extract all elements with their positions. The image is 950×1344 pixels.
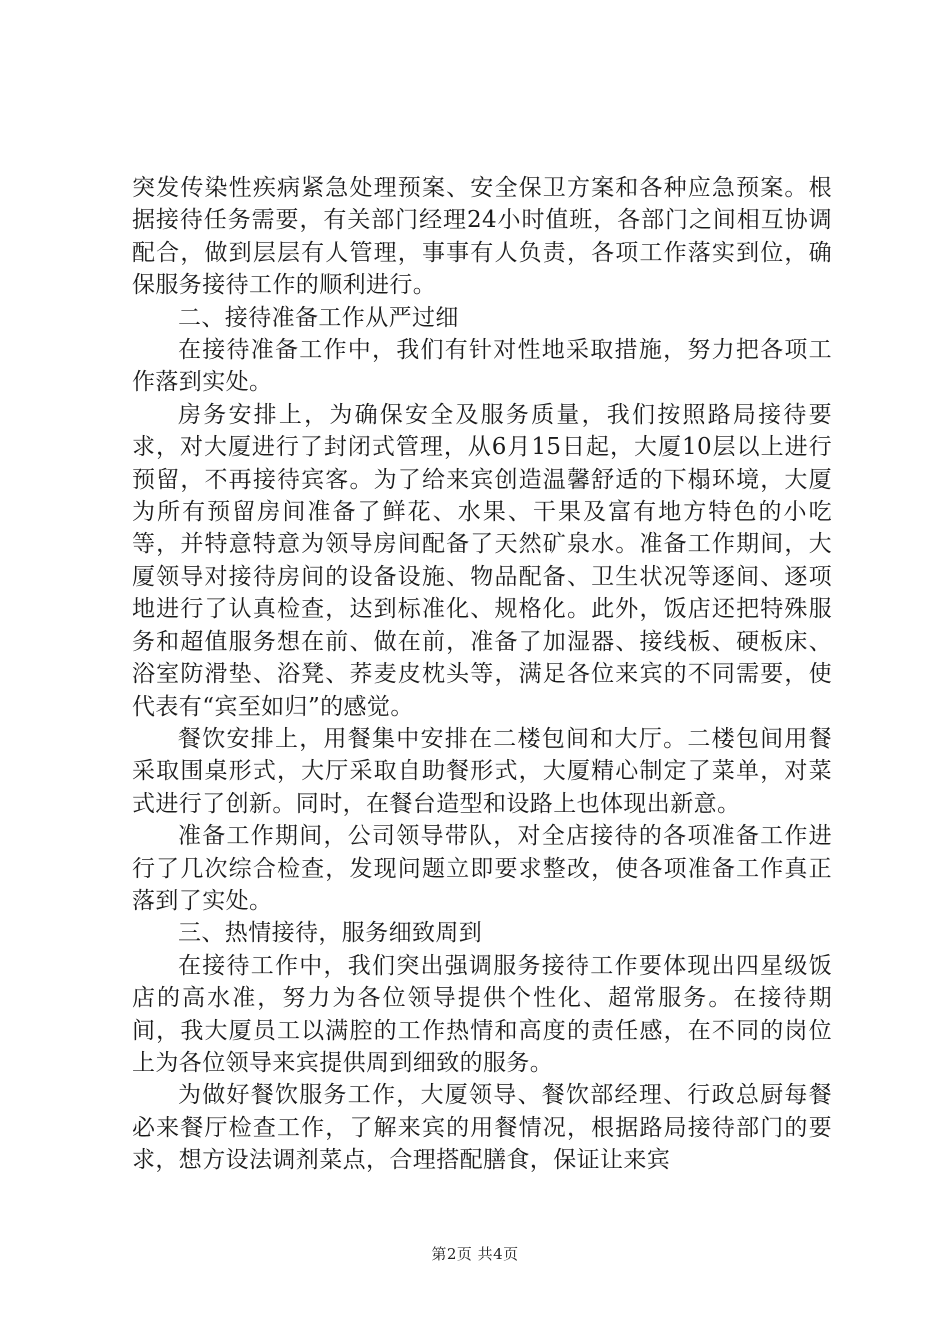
paragraph-room-arrangement: 房务安排上，为确保安全及服务质量，我们按照路局接待要求，对大厦进行了封闭式管理，从6月15日起，大厦10层以上进行预留，不再接待宾客。为了给来宾创造温馨舒适的下榻环境，大厦为所有预留房间准备了鲜花、水果、干果及富有地方特色的小吃等，并特意特意为领导房间配备了天然矿泉水。准备工作期间，大厦领导对接待房间的设备设施、物品配备、卫生状况等逐间、逐项地进行了认真检查，达到标准化、规格化。此外，饭店还把特殊服务和超值服务想在前、做在前，准备了加湿器、接线板、硬板床、浴室防滑垫、浴凳、荞麦皮枕头等，满足各位来宾的不同需要，使代表有“宾至如归”的感觉。 — [132, 401, 832, 720]
paragraph-preparation-intro: 在接待准备工作中，我们有针对性地采取措施，努力把各项工作落到实处。 — [132, 337, 832, 396]
paragraph-reception-intro: 在接待工作中，我们突出强调服务接待工作要体现出四星级饭店的高水准，努力为各位领导提供个性化、超常服务。在接待期间，我大厦员工以满腔的工作热情和高度的责任感，在不同的岗位上为各位领导来宾提供周到细致的服务。 — [132, 952, 832, 1076]
paragraph-emergency-plans: 突发传染性疾病紧急处理预案、安全保卫方案和各种应急预案。根据接待任务需要，有关部门经理24小时值班，各部门之间相互协调配合，做到层层有人管理，事事有人负责，各项工作落实到位，确保服务接待工作的顺利进行。 — [132, 175, 832, 299]
page-footer: 第2页 共4页 — [431, 1245, 519, 1263]
section-heading-reception: 三、热情接待，服务细致周到 — [178, 920, 483, 947]
paragraph-dining-service: 为做好餐饮服务工作，大厦领导、餐饮部经理、行政总厨每餐必来餐厅检查工作，了解来宾的用餐情况，根据路局接待部门的要求，想方设法调剂菜点，合理搭配膳食，保证让来宾 — [132, 1082, 832, 1174]
document-body — [132, 172, 832, 1177]
paragraph-dining-arrangement: 餐饮安排上，用餐集中安排在二楼包间和大厅。二楼包间用餐采取围桌形式，大厅采取自助餐形式，大厦精心制定了菜单，对菜式进行了创新。同时，在餐台造型和设路上也体现出新意。 — [132, 725, 832, 817]
section-heading-preparation: 二、接待准备工作从严过细 — [178, 304, 459, 331]
paragraph-inspection: 准备工作期间，公司领导带队，对全店接待的各项准备工作进行了几次综合检查，发现问题立即要求整改，使各项准备工作真正落到了实处。 — [132, 823, 832, 914]
